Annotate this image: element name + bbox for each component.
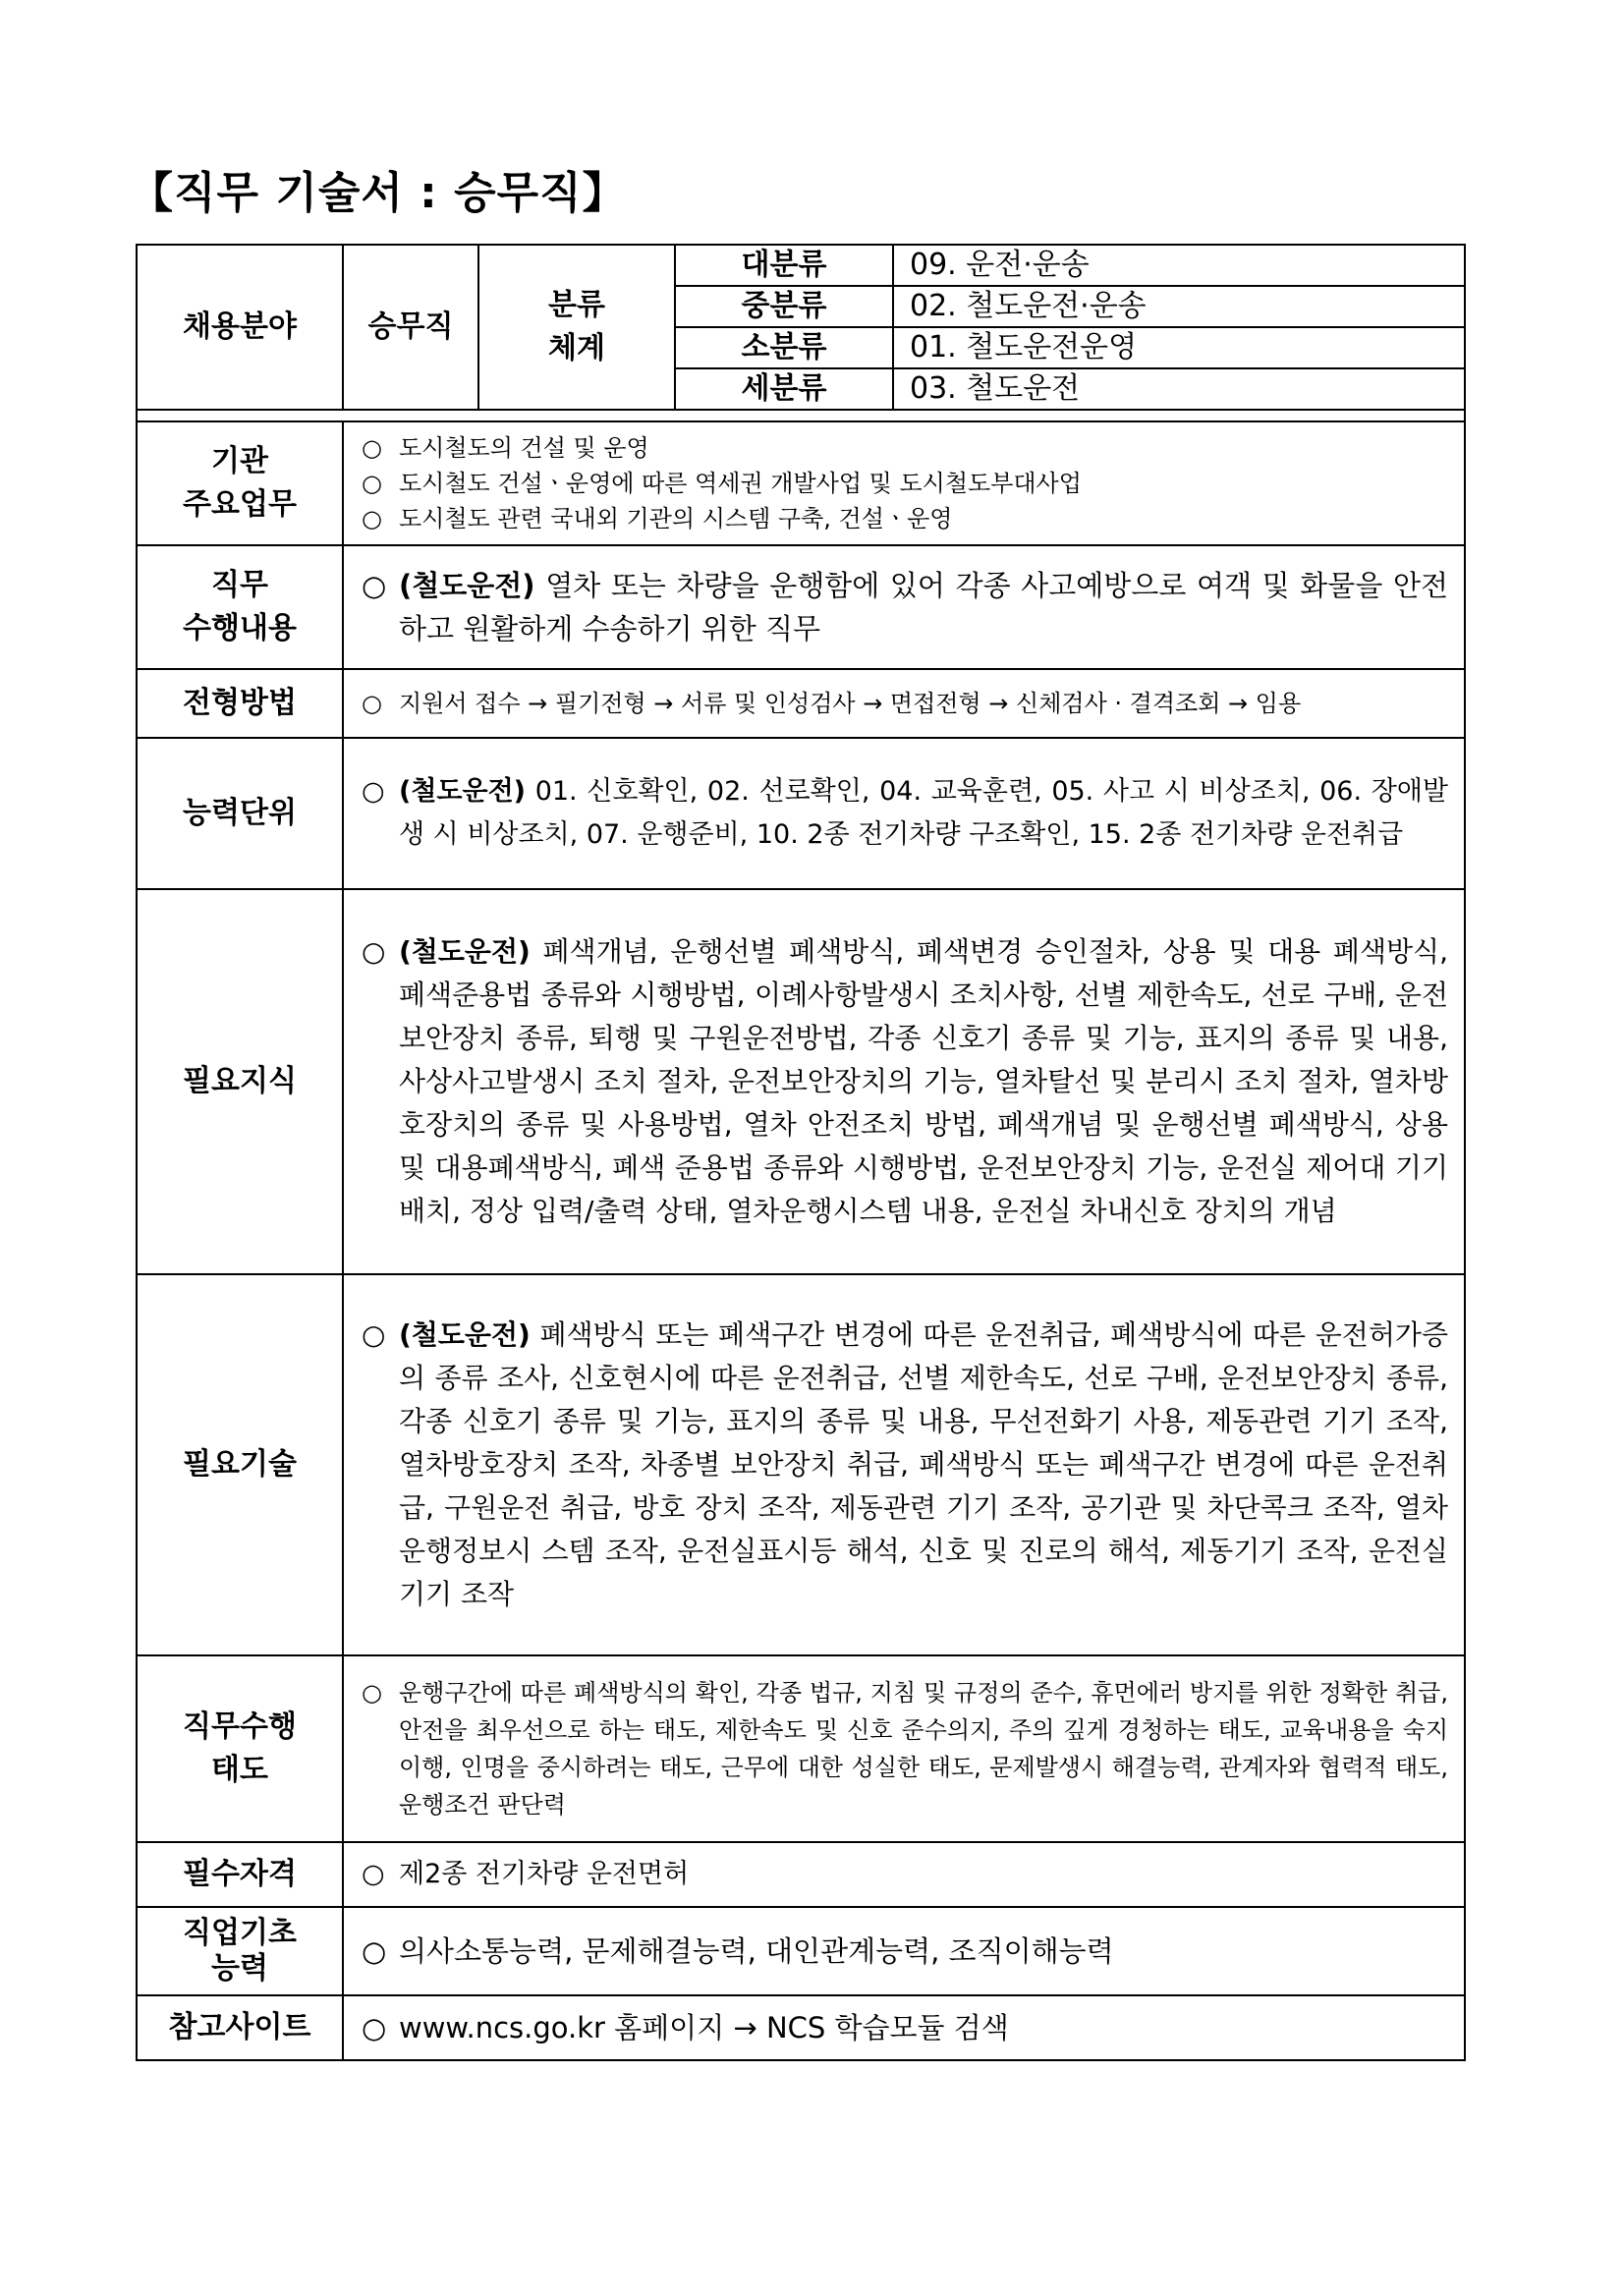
competency-row: [137, 738, 1465, 889]
knowledge-row: [137, 889, 1465, 1274]
page-title: 【직무 기술서 : 승무직】: [130, 168, 627, 218]
field-label: 채용분야: [137, 245, 343, 410]
skills-text: 폐색방식 또는 폐색구간 변경에 따른 운전취급, 폐색방식에 따른 운전허가증의 종류 조사, 신호현시에 따른 운전취급, 선별 제한속도, 선로 구배, 운전보안장치 종류, 각종 신호기 종류 및 기능, 표지의 종류 및 내용, 무선전화기 사용, 제동관련 기기 조작, 열차방호장치 조작, 차종별 보안장치 취급, 폐색방식 또는 폐색구간 변경에 따른 운전취급, 구원운전 취급, 방호 장치 조작, 제동관련 기기 조작, 공기관 및 차단콕크 조작, 열차운행정보시 스템 조작, 운전실표시등 해석, 신호 및 진로의 해석, 제동기기 조작, 운전실 기기 조작: [399, 1318, 1448, 1610]
list-item: [362, 1314, 1448, 1616]
skills-row: [137, 1274, 1465, 1655]
job-tag: (철도운전): [399, 1318, 531, 1351]
sub-category-value: 03. 철도운전: [893, 368, 1465, 410]
knowledge-content: [343, 889, 1465, 1274]
bullet-circle-icon: ○: [362, 470, 382, 497]
field-value: 승무직: [343, 245, 478, 410]
job-content-row: [137, 545, 1465, 669]
middle-category-value: 02. 철도운전·운송: [893, 286, 1465, 327]
list-item: [362, 430, 1448, 466]
major-category-label: 대분류: [675, 245, 893, 286]
basic-ability-label: 직업기초 능력: [137, 1907, 343, 1995]
skills-label: 필요기술: [137, 1274, 343, 1655]
selection-text: 지원서 접수 → 필기전형 → 서류 및 인성검사 → 면접전형 → 신체검사 · 결격조회 → 임용: [399, 690, 1302, 717]
knowledge-text: 폐색개념, 운행선별 폐색방식, 폐색변경 승인절차, 상용 및 대용 폐색방식, 폐색준용법 종류와 시행방법, 이례사항발생시 조치사항, 선별 제한속도, 선로 구배, 운전보안장치 종류, 퇴행 및 구원운전방법, 각종 신호기 종류 및 기능, 표지의 종류 및 내용, 사상사고발생시 조치 절차, 운전보안장치의 기능, 열차탈선 및 분리시 조치 절차, 열차방호장치의 종류 및 사용방법, 열차 안전조치 방법, 폐색개념 및 운행선별 폐색방식, 상용 및 대용폐색방식, 폐색 준용법 종류와 시행방법, 운전보안장치 기능, 운전실 제어대 기기배치, 정상 입력/출력 상태, 열차운행시스템 내용, 운전실 차내신호 장치의 개념: [399, 935, 1448, 1227]
selection-content: [343, 669, 1465, 738]
attitude-text: 운행구간에 따른 폐색방식의 확인, 각종 법규, 지침 및 규정의 준수, 휴먼에러 방지를 위한 정확한 취급, 안전을 최우선으로 하는 태도, 제한속도 및 신호 준수의지, 주의 깊게 경청하는 태도, 교육내용을 숙지 이행, 인명을 중시하려는 태도, 근무에 대한 성실한 태도, 문제발생시 해결능력, 관계자와 협력적 태도, 운행조건 판단력: [399, 1679, 1448, 1819]
certificate-row: [137, 1842, 1465, 1907]
classification-row: [137, 245, 1465, 286]
org-duty-text: 도시철도 건설ㆍ운영에 따른 역세권 개발사업 및 도시철도부대사업: [399, 470, 1082, 497]
list-item: [362, 770, 1448, 857]
basic-ability-row: [137, 1907, 1465, 1995]
reference-label: 참고사이트: [137, 1995, 343, 2060]
reference-row: [137, 1995, 1465, 2060]
selection-row: [137, 669, 1465, 738]
selection-label: 전형방법: [137, 669, 343, 738]
bullet-circle-icon: ○: [362, 935, 386, 968]
bullet-circle-icon: ○: [362, 569, 387, 602]
bullet-circle-icon: ○: [362, 1859, 385, 1889]
classification-system-label: 분류 체계: [478, 245, 675, 410]
minor-category-value: 01. 철도운전운영: [893, 327, 1465, 368]
bullet-circle-icon: ○: [362, 1318, 386, 1351]
list-item: [362, 466, 1448, 501]
list-item: [362, 564, 1448, 650]
certificate-text: 제2종 전기차량 운전면허: [399, 1859, 690, 1889]
list-item: [362, 501, 1448, 536]
knowledge-label: 필요지식: [137, 889, 343, 1274]
org-duty-text: 도시철도 관련 국내외 기관의 시스템 구축, 건설ㆍ운영: [399, 505, 953, 532]
bullet-circle-icon: ○: [362, 776, 385, 807]
list-item: [362, 1674, 1448, 1823]
org-duty-text: 도시철도의 건설 및 운영: [399, 434, 649, 462]
competency-label: 능력단위: [137, 738, 343, 889]
bullet-circle-icon: ○: [362, 1934, 387, 1968]
certificate-label: 필수자격: [137, 1842, 343, 1907]
job-content-label: 직무 수행내용: [137, 545, 343, 669]
job-tag: (철도운전): [399, 569, 535, 602]
minor-category-label: 소분류: [675, 327, 893, 368]
attitude-label: 직무수행 태도: [137, 1655, 343, 1842]
certificate-content: [343, 1842, 1465, 1907]
table-separator: [137, 410, 1465, 421]
bullet-circle-icon: ○: [362, 690, 382, 717]
middle-category-label: 중분류: [675, 286, 893, 327]
org-duties-row: [137, 421, 1465, 545]
list-item: [362, 1930, 1448, 1973]
reference-content: [343, 1995, 1465, 2060]
sub-category-label: 세분류: [675, 368, 893, 410]
competency-text: 01. 신호확인, 02. 선로확인, 04. 교육훈련, 05. 사고 시 비상조치, 06. 장애발생 시 비상조치, 07. 운행준비, 10. 2종 전기차량 구조확인, 15. 2종 전기차량 운전취급: [399, 776, 1448, 850]
list-item: [362, 1853, 1448, 1896]
job-description-table: [136, 244, 1466, 2061]
org-duties-content: [343, 421, 1465, 545]
major-category-value: 09. 운전·운송: [893, 245, 1465, 286]
job-tag: (철도운전): [399, 776, 527, 807]
bullet-circle-icon: ○: [362, 505, 382, 532]
job-content-content: [343, 545, 1465, 669]
list-item: [362, 686, 1448, 721]
basic-ability-content: [343, 1907, 1465, 1995]
competency-content: [343, 738, 1465, 889]
bullet-circle-icon: ○: [362, 1679, 382, 1707]
bullet-circle-icon: ○: [362, 434, 382, 462]
reference-text: www.ncs.go.kr 홈페이지 → NCS 학습모듈 검색: [399, 2011, 1009, 2044]
org-duties-label: 기관 주요업무: [137, 421, 343, 545]
job-tag: (철도운전): [399, 935, 531, 968]
bullet-circle-icon: ○: [362, 2011, 387, 2044]
job-content-text: 열차 또는 차량을 운행함에 있어 각종 사고예방으로 여객 및 화물을 안전하고 원활하게 수송하기 위한 직무: [399, 569, 1448, 645]
list-item: [362, 930, 1448, 1233]
basic-ability-text: 의사소통능력, 문제해결능력, 대인관계능력, 조직이해능력: [399, 1934, 1114, 1968]
attitude-content: [343, 1655, 1465, 1842]
list-item: [362, 2006, 1448, 2049]
skills-content: [343, 1274, 1465, 1655]
attitude-row: [137, 1655, 1465, 1842]
